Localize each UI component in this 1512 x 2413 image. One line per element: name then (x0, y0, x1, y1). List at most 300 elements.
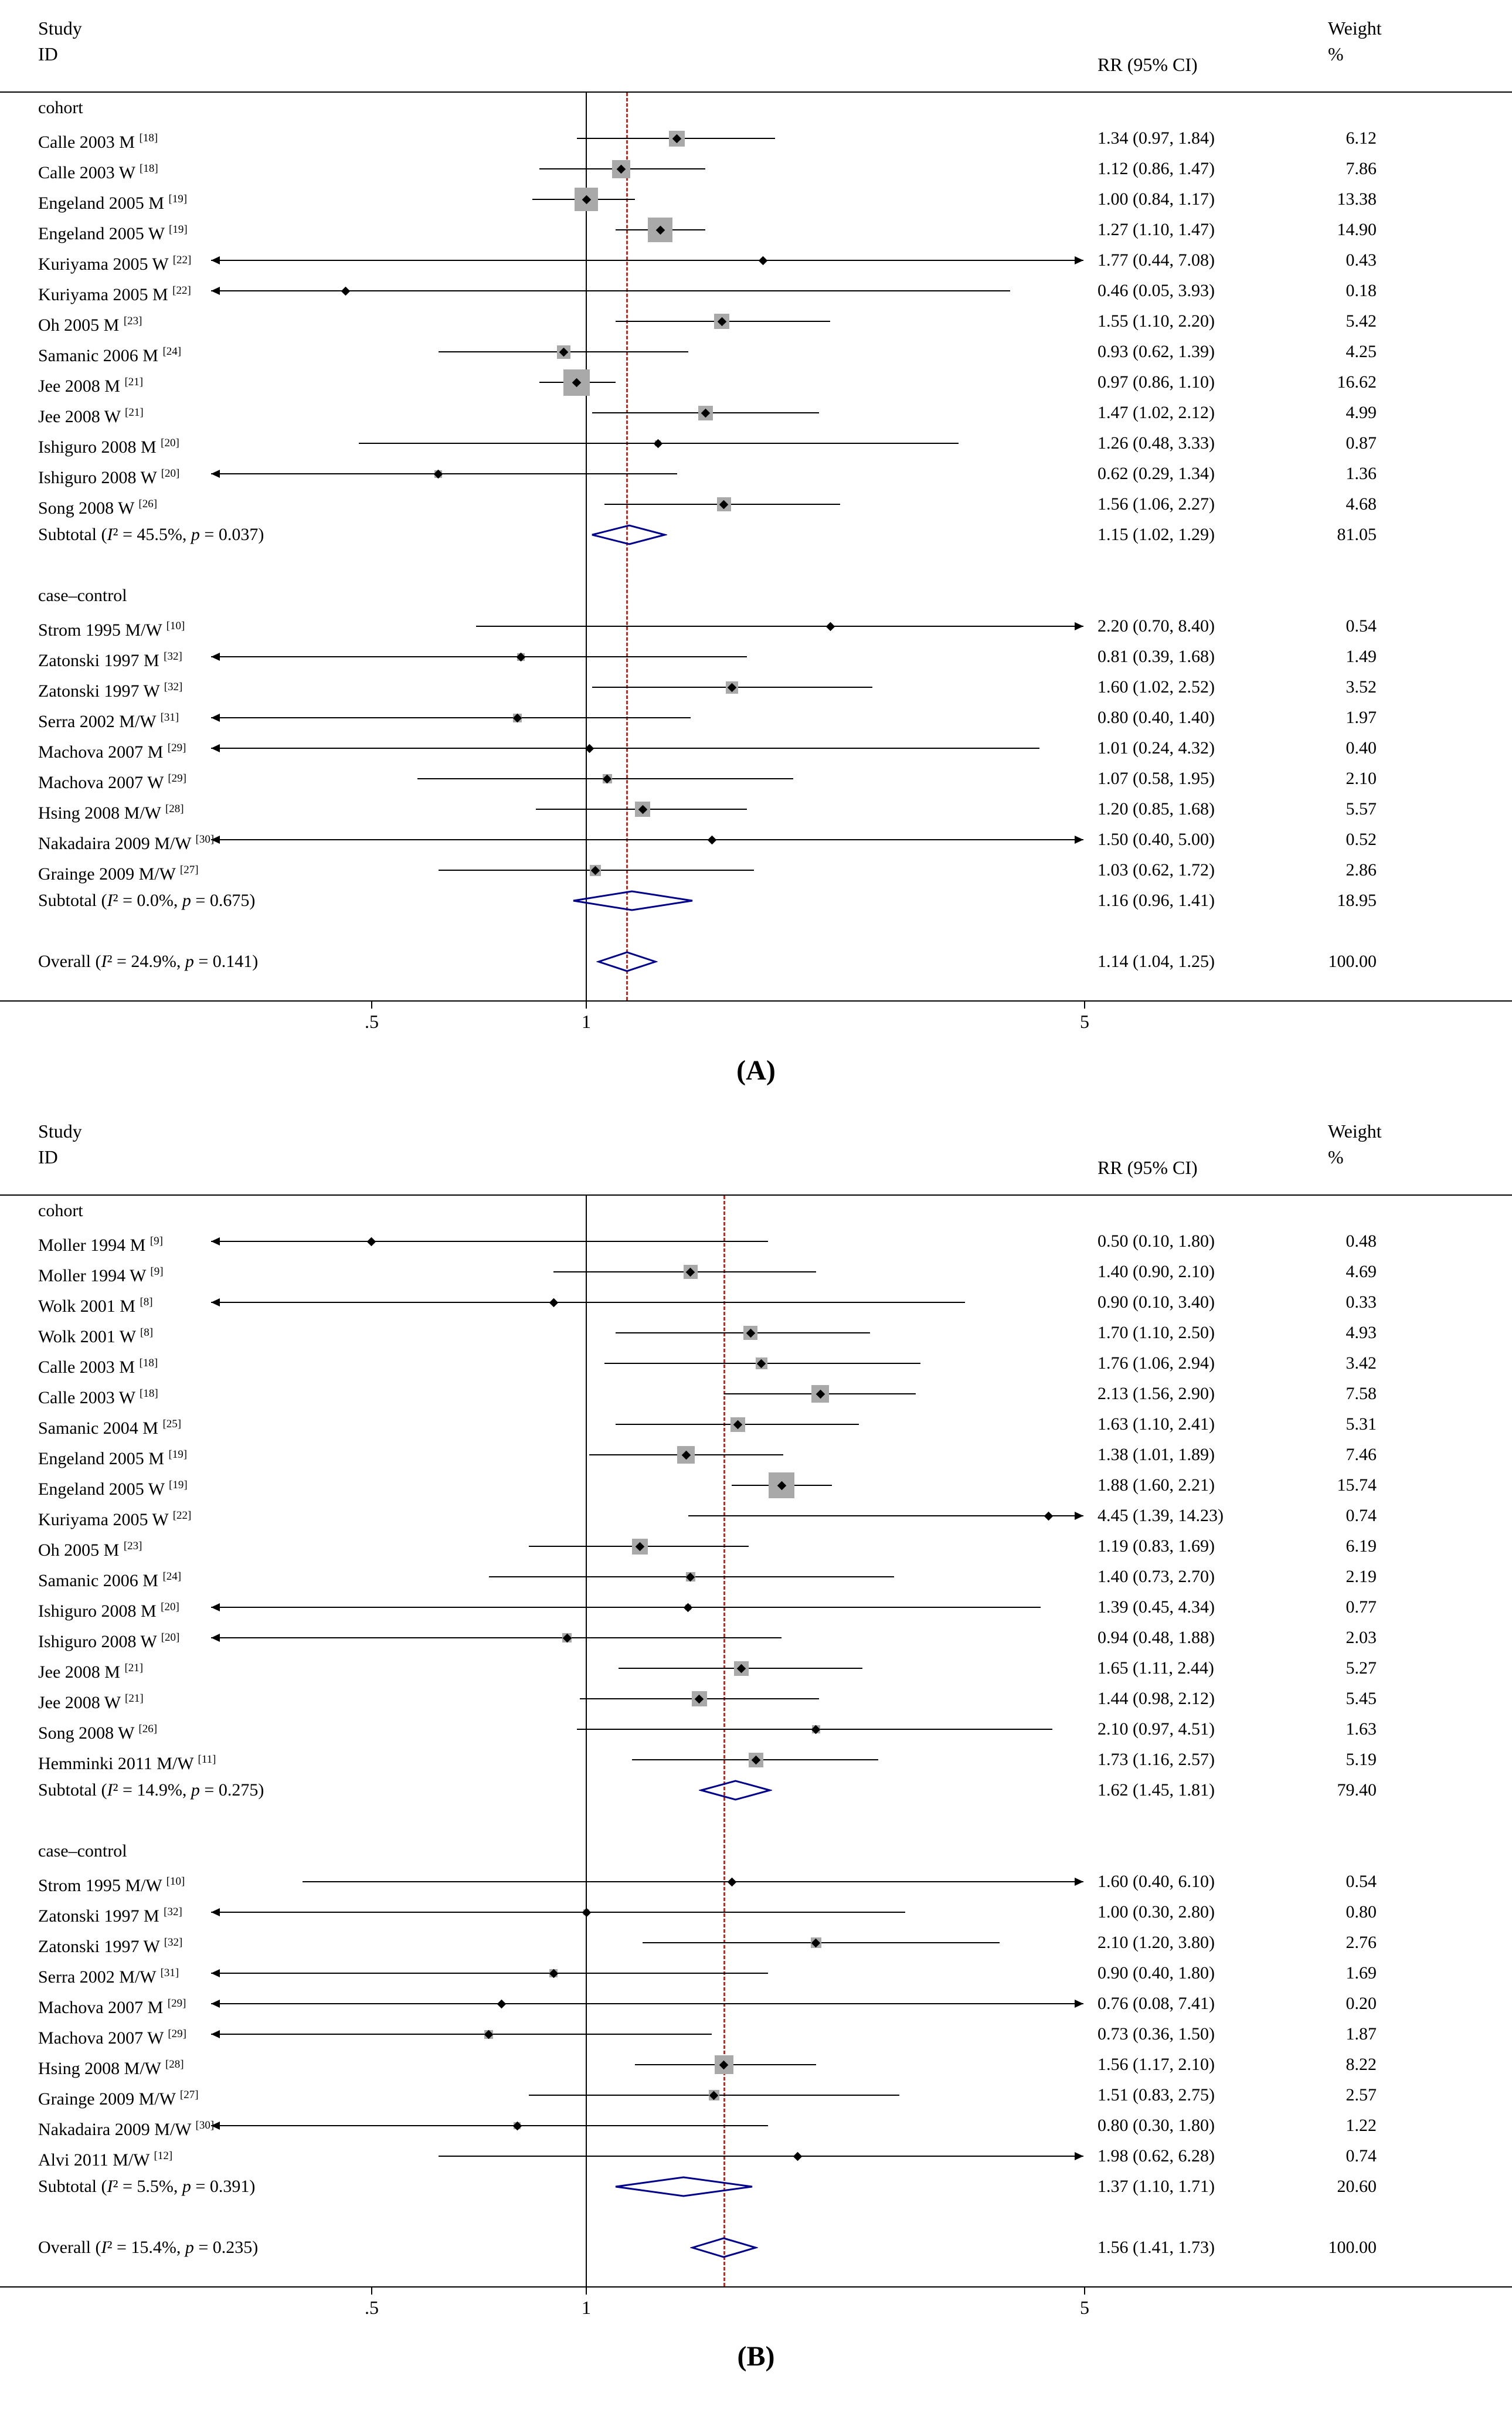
x-axis (0, 2288, 1512, 2332)
study-label: Samanic 2006 M [24] (38, 1570, 182, 1590)
reference-number: [11] (198, 1753, 216, 1766)
study-row (0, 245, 1512, 276)
study-label: Machova 2007 M [29] (38, 1997, 186, 2017)
reference-number: [28] (165, 803, 184, 815)
spacer-row (0, 550, 1512, 581)
pooled-rr-ci-text: 1.62 (1.45, 1.81) (1098, 1780, 1215, 1800)
reference-number: [29] (167, 742, 186, 754)
ci-line (211, 260, 1083, 261)
ci-line (211, 1241, 768, 1242)
weight-text: 2.76 (1345, 1933, 1377, 1952)
forest-plot-figure (0, 8, 1512, 2373)
study-label: Zatonski 1997 W [32] (38, 1936, 183, 1956)
point-estimate-marker (367, 1237, 376, 1246)
rr-ci-text: 1.98 (0.62, 6.28) (1098, 2146, 1215, 2166)
group-header-row (0, 581, 1512, 611)
study-label: Kuriyama 2005 W [22] (38, 1509, 192, 1529)
pooled-weight-text: 18.95 (1337, 891, 1377, 910)
reference-number: [19] (168, 1448, 188, 1461)
pooled-rr-ci-text: 1.37 (1.10, 1.71) (1098, 2177, 1215, 2196)
rr-ci-text: 0.90 (0.40, 1.80) (1098, 1963, 1215, 1983)
study-row (0, 367, 1512, 398)
reference-number: [23] (123, 1540, 142, 1552)
study-label: Machova 2007 M [29] (38, 742, 186, 762)
rr-ci-text: 0.80 (0.40, 1.40) (1098, 708, 1215, 727)
forest-panel-B (0, 1111, 1512, 2373)
reference-number: [20] (161, 437, 179, 449)
reference-number: [22] (172, 1509, 192, 1522)
rr-ci-text: 1.38 (1.01, 1.89) (1098, 1445, 1215, 1464)
axis-tick-label: 1 (582, 2297, 591, 2318)
study-row (0, 1745, 1512, 1775)
rr-ci-text: 1.88 (1.60, 2.21) (1098, 1475, 1215, 1495)
weight-text: 0.74 (1345, 2146, 1377, 2166)
weight-text: 5.42 (1345, 311, 1377, 331)
ci-line (211, 656, 747, 657)
clip-arrow-right (1075, 836, 1083, 844)
axis-tick-label: 5 (1079, 1011, 1089, 1032)
study-row (0, 1531, 1512, 1562)
panel-title: (A) (736, 1055, 776, 1086)
rr-ci-text: 1.56 (1.06, 2.27) (1098, 494, 1215, 514)
study-row (0, 1958, 1512, 1988)
study-label: Strom 1995 M/W [10] (38, 1875, 185, 1895)
weight-text: 6.12 (1345, 128, 1377, 148)
pooled-label: Subtotal (I² = 45.5%, p = 0.037) (38, 525, 264, 544)
rr-column-header: RR (95% CI) (1098, 54, 1198, 75)
weight-text: 7.46 (1345, 1445, 1377, 1464)
reference-number: [31] (160, 1967, 179, 1979)
study-row (0, 1714, 1512, 1745)
weight-text: 16.62 (1337, 372, 1377, 392)
reference-number: [22] (172, 284, 191, 297)
study-row (0, 2110, 1512, 2141)
axis-tick-label: .5 (364, 2297, 379, 2318)
rr-ci-text: 1.50 (0.40, 5.00) (1098, 830, 1215, 849)
study-label: Zatonski 1997 M [32] (38, 1906, 182, 1926)
clip-arrow-left (211, 653, 220, 661)
rr-ci-text: 1.27 (1.10, 1.47) (1098, 220, 1215, 239)
study-label: Machova 2007 W [29] (38, 772, 187, 792)
reference-number: [32] (164, 1936, 183, 1949)
group-label: cohort (38, 98, 83, 117)
study-row (0, 611, 1512, 642)
point-estimate-marker (727, 1877, 736, 1886)
weight-text: 14.90 (1337, 220, 1377, 239)
pooled-label: Overall (I² = 15.4%, p = 0.235) (38, 2238, 259, 2257)
axis-tick-mark (1084, 2288, 1085, 2295)
study-row (0, 1409, 1512, 1440)
pooled-diamond (596, 951, 658, 972)
clip-arrow-right (1075, 622, 1083, 630)
study-label: Ishiguro 2008 W [20] (38, 1631, 180, 1651)
reference-number: [20] (161, 1631, 180, 1644)
clip-arrow-left (211, 2000, 220, 2008)
study-row (0, 794, 1512, 824)
clip-arrow-left (211, 1603, 220, 1611)
reference-number: [27] (179, 2089, 199, 2101)
clip-arrow-left (211, 256, 220, 264)
study-label: Calle 2003 W [18] (38, 1387, 158, 1407)
pooled-label: Subtotal (I² = 0.0%, p = 0.675) (38, 891, 256, 910)
reference-number: [9] (150, 1265, 164, 1278)
study-label: Samanic 2004 M [25] (38, 1418, 182, 1438)
group-label: case–control (38, 586, 127, 605)
group-label: case–control (38, 1841, 127, 1861)
rr-ci-text: 1.26 (0.48, 3.33) (1098, 433, 1215, 453)
study-label: Ishiguro 2008 W [20] (38, 467, 180, 487)
weight-text: 0.40 (1345, 738, 1377, 758)
study-label: Hemminki 2011 M/W [11] (38, 1753, 216, 1773)
clip-arrow-left (211, 1908, 220, 1916)
rr-ci-text: 1.03 (0.62, 1.72) (1098, 860, 1215, 880)
rr-ci-text: 4.45 (1.39, 14.23) (1098, 1506, 1224, 1525)
study-row (0, 1684, 1512, 1714)
rr-ci-text: 0.90 (0.10, 3.40) (1098, 1292, 1215, 1312)
reference-number: [21] (125, 1692, 144, 1705)
rr-ci-text: 2.20 (0.70, 8.40) (1098, 616, 1215, 636)
study-label: Engeland 2005 M [19] (38, 1448, 188, 1468)
pooled-rr-ci-text: 1.56 (1.41, 1.73) (1098, 2238, 1215, 2257)
reference-number: [20] (161, 1601, 179, 1613)
clip-arrow-right (1075, 1512, 1083, 1520)
point-estimate-marker (759, 256, 768, 265)
weight-text: 0.87 (1345, 433, 1377, 453)
study-row (0, 763, 1512, 794)
weight-text: 4.99 (1345, 403, 1377, 422)
point-estimate-marker (826, 622, 835, 631)
rr-ci-text: 0.50 (0.10, 1.80) (1098, 1231, 1215, 1251)
rr-ci-text: 0.62 (0.29, 1.34) (1098, 464, 1215, 483)
study-row (0, 1348, 1512, 1379)
group-label: cohort (38, 1201, 83, 1220)
ci-line (211, 1302, 965, 1303)
pooled-diamond (690, 2237, 758, 2258)
weight-text: 5.19 (1345, 1750, 1377, 1769)
plot-rows (0, 1194, 1512, 2288)
reference-number: [18] (140, 1387, 158, 1400)
clip-arrow-left (211, 470, 220, 478)
clip-arrow-left (211, 2030, 220, 2038)
study-label: Machova 2007 W [29] (38, 2028, 187, 2048)
study-row (0, 1623, 1512, 1653)
pooled-label: Overall (I² = 24.9%, p = 0.141) (38, 952, 259, 971)
point-estimate-marker (585, 744, 594, 753)
study-row (0, 306, 1512, 337)
weight-text: 3.42 (1345, 1353, 1377, 1373)
reference-number: [26] (138, 498, 158, 510)
rr-ci-text: 1.65 (1.11, 2.44) (1098, 1658, 1214, 1678)
weight-column-header-line2: % (1328, 1146, 1344, 1168)
pooled-weight-text: 100.00 (1328, 952, 1377, 971)
ci-line (211, 839, 1083, 840)
reference-number: [21] (124, 376, 144, 388)
axis-tick-mark (586, 2288, 587, 2295)
weight-text: 2.10 (1345, 769, 1377, 788)
weight-column-header: Weight (1328, 1121, 1382, 1142)
plot-rows (0, 91, 1512, 1002)
reference-number: [18] (140, 162, 158, 175)
clip-arrow-right (1075, 2000, 1083, 2008)
study-label: Jee 2008 W [21] (38, 406, 144, 426)
point-estimate-marker (497, 1999, 506, 2008)
pooled-diamond (699, 1780, 772, 1801)
reference-number: [30] (195, 2119, 215, 2132)
rr-ci-text: 0.73 (0.36, 1.50) (1098, 2024, 1215, 2044)
pooled-weight-text: 20.60 (1337, 2177, 1377, 2196)
study-label: Ishiguro 2008 M [20] (38, 437, 179, 457)
study-row (0, 733, 1512, 763)
point-estimate-marker (793, 2151, 803, 2161)
study-row (0, 1927, 1512, 1958)
overall-row (0, 2232, 1512, 2263)
weight-text: 1.87 (1345, 2024, 1377, 2044)
rr-ci-text: 1.40 (0.90, 2.10) (1098, 1262, 1215, 1281)
study-row (0, 1379, 1512, 1409)
reference-number: [32] (164, 650, 182, 663)
pooled-rr-ci-text: 1.15 (1.02, 1.29) (1098, 525, 1215, 544)
point-estimate-marker (1044, 1511, 1054, 1521)
ci-line (476, 626, 1083, 627)
spacer-row (0, 916, 1512, 946)
weight-text: 7.58 (1345, 1384, 1377, 1403)
reference-number: [29] (167, 1997, 186, 2010)
weight-text: 2.03 (1345, 1628, 1377, 1647)
reference-number: [19] (169, 223, 188, 236)
reference-number: [10] (166, 620, 185, 632)
column-headers (0, 8, 1512, 91)
reference-number: [29] (168, 772, 187, 785)
subtotal-row (0, 2171, 1512, 2202)
weight-text: 6.19 (1345, 1536, 1377, 1556)
weight-text: 5.57 (1345, 799, 1377, 819)
reference-number: [21] (124, 1662, 144, 1674)
weight-text: 5.45 (1345, 1689, 1377, 1708)
reference-number: [8] (140, 1326, 154, 1339)
study-label: Grainge 2009 M/W [27] (38, 864, 199, 884)
weight-text: 0.74 (1345, 1506, 1377, 1525)
reference-number: [32] (164, 1906, 182, 1918)
study-row (0, 1470, 1512, 1501)
pooled-diamond (590, 524, 667, 545)
study-label: Jee 2008 M [21] (38, 1662, 144, 1682)
reference-number: [19] (168, 193, 188, 205)
study-row (0, 215, 1512, 245)
rr-ci-text: 1.70 (1.10, 2.50) (1098, 1323, 1215, 1342)
weight-text: 0.18 (1345, 281, 1377, 300)
study-row (0, 123, 1512, 154)
pooled-label: Subtotal (I² = 14.9%, p = 0.275) (38, 1780, 264, 1800)
column-headers (0, 1111, 1512, 1194)
spacer-row (0, 1805, 1512, 1836)
ci-line (303, 1881, 1083, 1882)
study-row (0, 1226, 1512, 1257)
study-row (0, 1897, 1512, 1927)
rr-ci-text: 1.34 (0.97, 1.84) (1098, 128, 1215, 148)
weight-text: 15.74 (1337, 1475, 1377, 1495)
weight-text: 4.69 (1345, 1262, 1377, 1281)
reference-number: [9] (149, 1235, 163, 1247)
pooled-weight-text: 100.00 (1328, 2238, 1377, 2257)
study-row (0, 2141, 1512, 2171)
study-label: Jee 2008 W [21] (38, 1692, 144, 1712)
study-label: Song 2008 W [26] (38, 1723, 158, 1743)
reference-number: [25] (162, 1418, 182, 1430)
study-label: Calle 2003 M [18] (38, 132, 158, 152)
weight-text: 1.22 (1345, 2116, 1377, 2135)
rr-ci-text: 0.97 (0.86, 1.10) (1098, 372, 1215, 392)
study-row (0, 672, 1512, 702)
study-label: Jee 2008 M [21] (38, 376, 144, 396)
ci-line (211, 748, 1039, 749)
weight-text: 4.93 (1345, 1323, 1377, 1342)
clip-arrow-right (1075, 1878, 1083, 1886)
weight-text: 0.48 (1345, 1231, 1377, 1251)
weight-text: 0.77 (1345, 1597, 1377, 1617)
panel-title: (B) (737, 2341, 775, 2372)
ci-line (688, 1515, 1083, 1516)
axis-tick-mark (371, 1002, 372, 1009)
weight-text: 2.57 (1345, 2085, 1377, 2105)
study-label: Kuriyama 2005 M [22] (38, 284, 191, 304)
reference-number: [24] (162, 1570, 182, 1583)
weight-text: 8.22 (1345, 2055, 1377, 2074)
reference-number: [18] (139, 1357, 158, 1369)
study-row (0, 398, 1512, 428)
group-header-row (0, 93, 1512, 123)
rr-ci-text: 1.60 (0.40, 6.10) (1098, 1872, 1215, 1891)
weight-text: 1.63 (1345, 1719, 1377, 1739)
reference-number: [32] (164, 681, 183, 693)
ci-line (211, 1912, 905, 1913)
study-row (0, 1562, 1512, 1592)
study-row (0, 2019, 1512, 2049)
pooled-diamond (613, 2176, 755, 2197)
clip-arrow-left (211, 1298, 220, 1306)
rr-ci-text: 1.39 (0.45, 4.34) (1098, 1597, 1215, 1617)
weight-text: 0.20 (1345, 1994, 1377, 2013)
weight-text: 3.52 (1345, 677, 1377, 697)
spacer-row (0, 2263, 1512, 2286)
study-row (0, 642, 1512, 672)
weight-text: 4.68 (1345, 494, 1377, 514)
point-estimate-marker (549, 1298, 559, 1307)
axis-tick-label: 1 (582, 1011, 591, 1032)
study-label: Samanic 2006 M [24] (38, 345, 182, 365)
study-label: Moller 1994 M [9] (38, 1235, 163, 1255)
reference-number: [8] (140, 1296, 153, 1308)
study-label: Calle 2003 M [18] (38, 1357, 158, 1377)
ci-line (211, 2003, 1083, 2004)
rr-ci-text: 1.20 (0.85, 1.68) (1098, 799, 1215, 819)
rr-ci-text: 1.40 (0.73, 2.70) (1098, 1567, 1215, 1586)
study-row (0, 1501, 1512, 1531)
rr-ci-text: 0.93 (0.62, 1.39) (1098, 342, 1215, 361)
study-column-header-line2: ID (38, 43, 58, 65)
weight-text: 1.49 (1345, 647, 1377, 666)
weight-column-header-line2: % (1328, 43, 1344, 65)
reference-number: [23] (123, 315, 142, 327)
rr-ci-text: 0.80 (0.30, 1.80) (1098, 2116, 1215, 2135)
rr-ci-text: 2.10 (0.97, 4.51) (1098, 1719, 1215, 1739)
clip-arrow-left (211, 744, 220, 752)
rr-ci-text: 0.94 (0.48, 1.88) (1098, 1628, 1215, 1647)
weight-text: 1.69 (1345, 1963, 1377, 1983)
study-row (0, 1988, 1512, 2019)
reference-number: [24] (162, 345, 182, 358)
study-label: Calle 2003 W [18] (38, 162, 158, 182)
study-row (0, 154, 1512, 184)
axis-tick-mark (1084, 1002, 1085, 1009)
study-label: Engeland 2005 W [19] (38, 1479, 188, 1499)
rr-ci-text: 1.47 (1.02, 2.12) (1098, 403, 1215, 422)
rr-ci-text: 2.10 (1.20, 3.80) (1098, 1933, 1215, 1952)
weight-text: 2.86 (1345, 860, 1377, 880)
pooled-diamond (571, 890, 695, 911)
study-row (0, 1257, 1512, 1287)
ci-line (211, 290, 1010, 291)
study-label: Engeland 2005 M [19] (38, 193, 188, 213)
study-label: Wolk 2001 W [8] (38, 1326, 154, 1346)
reference-number: [28] (165, 2058, 184, 2071)
rr-ci-text: 1.01 (0.24, 4.32) (1098, 738, 1215, 758)
rr-ci-text: 0.46 (0.05, 3.93) (1098, 281, 1215, 300)
study-row (0, 824, 1512, 855)
clip-arrow-right (1075, 2152, 1083, 2160)
spacer-row (0, 2202, 1512, 2232)
study-row (0, 2080, 1512, 2110)
study-label: Zatonski 1997 M [32] (38, 650, 182, 670)
rr-ci-text: 1.55 (1.10, 2.20) (1098, 311, 1215, 331)
ci-line (211, 1637, 782, 1638)
clip-arrow-left (211, 287, 220, 295)
point-estimate-marker (341, 286, 351, 296)
study-row (0, 1440, 1512, 1470)
ci-line (211, 1973, 768, 1974)
reference-number: [30] (195, 833, 215, 846)
rr-ci-text: 1.56 (1.17, 2.10) (1098, 2055, 1215, 2074)
rr-ci-text: 1.60 (1.02, 2.52) (1098, 677, 1215, 697)
study-row (0, 855, 1512, 885)
study-label: Alvi 2011 M/W [12] (38, 2150, 173, 2170)
study-column-header: Study (38, 18, 82, 39)
reference-number: [19] (169, 1479, 188, 1491)
ci-line (211, 1607, 1041, 1608)
study-row (0, 276, 1512, 306)
study-row (0, 184, 1512, 215)
subtotal-row (0, 1775, 1512, 1805)
study-label: Hsing 2008 M/W [28] (38, 803, 184, 823)
study-label: Zatonski 1997 W [32] (38, 681, 183, 701)
study-label: Wolk 2001 M [8] (38, 1296, 153, 1316)
weight-text: 0.80 (1345, 1902, 1377, 1922)
ci-line (211, 2125, 768, 2126)
weight-text: 0.33 (1345, 1292, 1377, 1312)
study-row (0, 1653, 1512, 1684)
study-label: Oh 2005 M [23] (38, 315, 142, 335)
group-header-row (0, 1196, 1512, 1226)
reference-number: [29] (168, 2028, 187, 2040)
weight-text: 2.19 (1345, 1567, 1377, 1586)
x-axis (0, 1002, 1512, 1046)
pooled-weight-text: 81.05 (1337, 525, 1377, 544)
rr-ci-text: 1.00 (0.84, 1.17) (1098, 189, 1215, 209)
study-row (0, 2049, 1512, 2080)
study-row (0, 1318, 1512, 1348)
clip-arrow-right (1075, 256, 1083, 264)
rr-ci-text: 1.73 (1.16, 2.57) (1098, 1750, 1215, 1769)
study-label: Ishiguro 2008 M [20] (38, 1601, 179, 1621)
